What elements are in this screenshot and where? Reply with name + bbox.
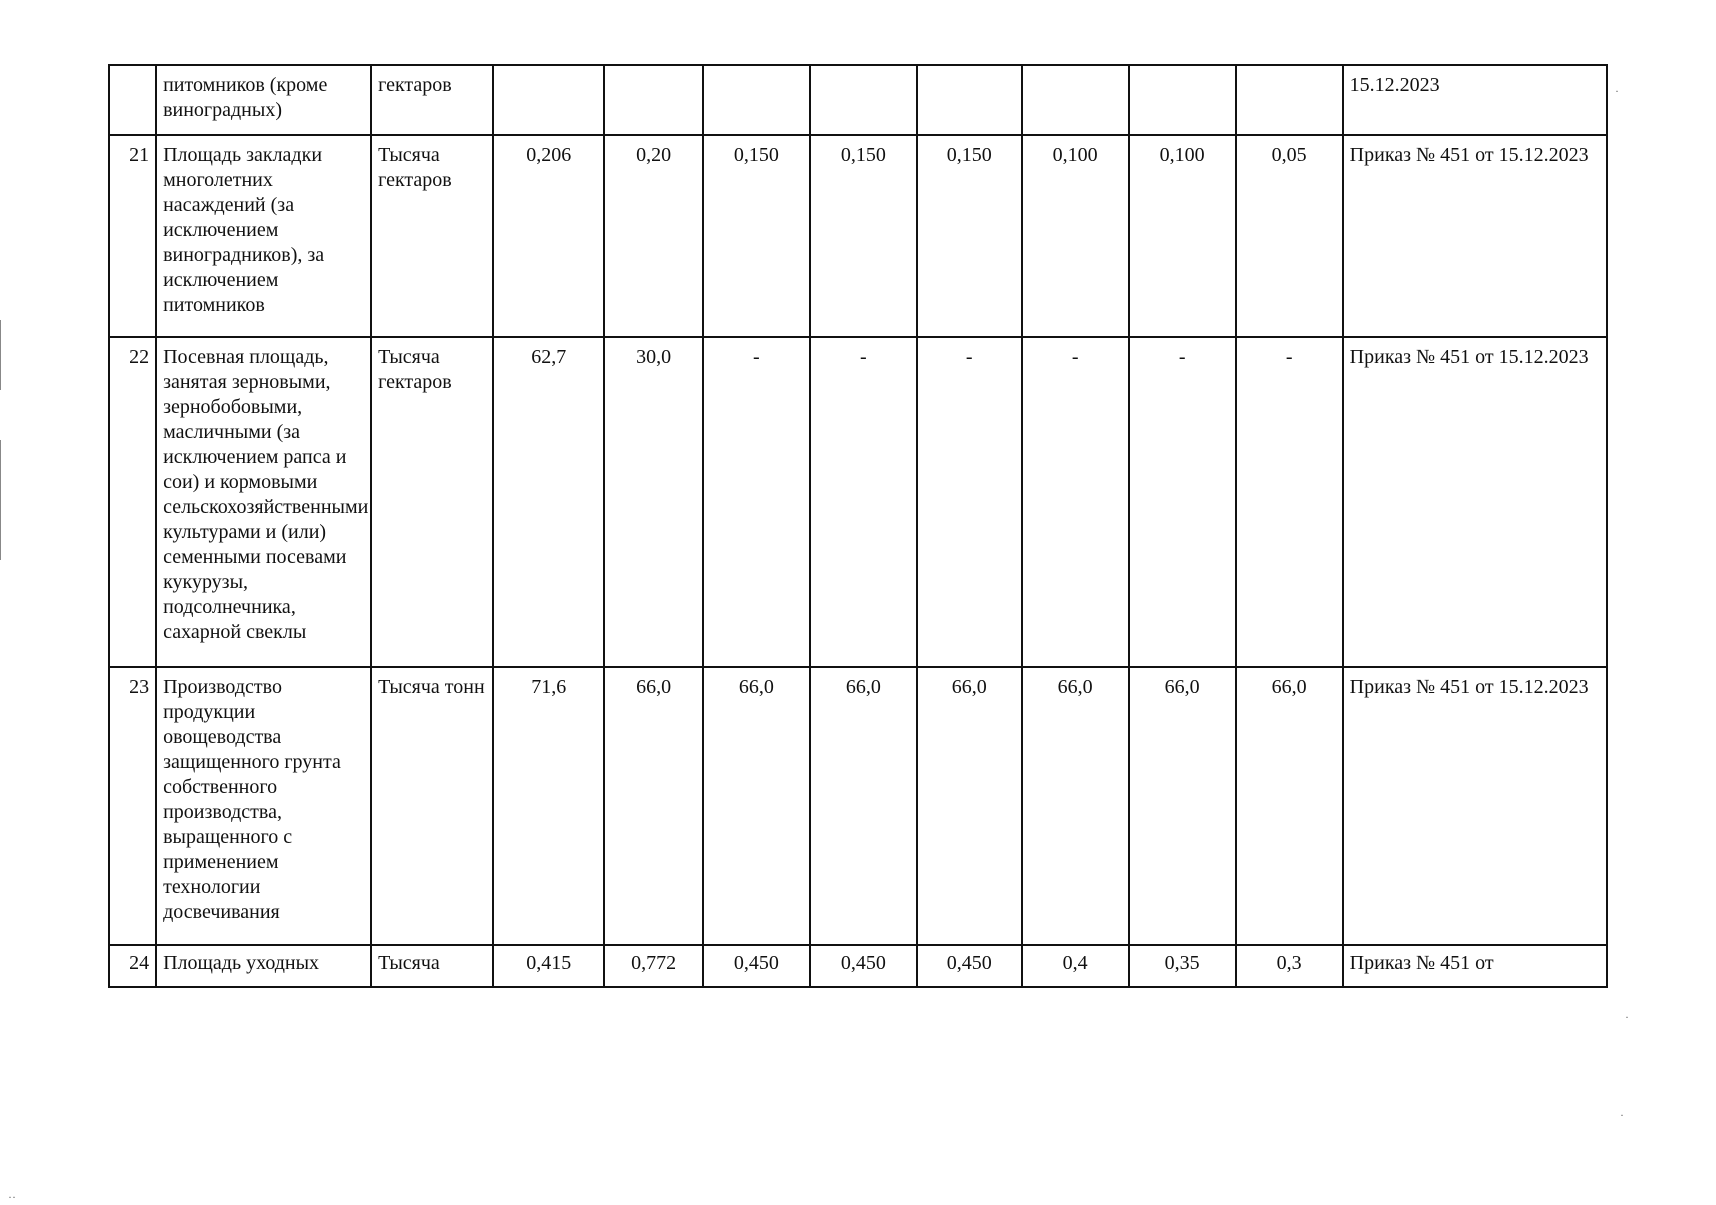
- value-cell: 0,772: [604, 945, 702, 987]
- table-row: [109, 945, 1607, 987]
- value-cell: -: [1129, 337, 1236, 667]
- unit-of-measure: Тысяча: [371, 945, 493, 987]
- value-cell: 66,0: [917, 667, 1022, 945]
- scan-artifact: ·: [1625, 1010, 1629, 1024]
- value-cell: 0,150: [810, 135, 917, 337]
- value-cell: 0,3: [1236, 945, 1343, 987]
- value-cell: 0,20: [604, 135, 702, 337]
- value-cell: 0,100: [1022, 135, 1129, 337]
- row-number: 22: [109, 337, 156, 667]
- unit-of-measure: Тысяча гектаров: [371, 135, 493, 337]
- value-cell: [917, 65, 1022, 135]
- table-row: [109, 337, 1607, 667]
- value-cell: 0,206: [493, 135, 604, 337]
- value-cell: -: [1022, 337, 1129, 667]
- row-number: 24: [109, 945, 156, 987]
- value-cell: 0,415: [493, 945, 604, 987]
- scan-artifact: ·: [1620, 1108, 1624, 1122]
- row-number: [109, 65, 156, 135]
- row-number: 21: [109, 135, 156, 337]
- indicators-table: [108, 64, 1608, 988]
- value-cell: 0,450: [810, 945, 917, 987]
- table-row: [109, 135, 1607, 337]
- indicator-name: Посевная площадь, занятая зерновыми, зернобобовыми, масличными (за исключением рапса и сои) и кормовыми сельскохозяйственными культурами и (или) семенными посевами кукурузы, подсолнечника, сахарной свеклы: [156, 337, 371, 667]
- value-cell: [810, 65, 917, 135]
- value-cell: 0,05: [1236, 135, 1343, 337]
- value-cell: [493, 65, 604, 135]
- row-number: 23: [109, 667, 156, 945]
- scan-artifact: ·: [1615, 84, 1619, 98]
- value-cell: -: [810, 337, 917, 667]
- source-document: Приказ № 451 от: [1343, 945, 1607, 987]
- value-cell: [604, 65, 702, 135]
- value-cell: 0,100: [1129, 135, 1236, 337]
- value-cell: -: [1236, 337, 1343, 667]
- table-row: [109, 65, 1607, 135]
- unit-of-measure: гектаров: [371, 65, 493, 135]
- value-cell: 66,0: [604, 667, 702, 945]
- value-cell: 30,0: [604, 337, 702, 667]
- value-cell: 71,6: [493, 667, 604, 945]
- indicator-name: Площадь закладки многолетних насаждений (за исключением виноградников), за исключением питомников: [156, 135, 371, 337]
- value-cell: 0,150: [917, 135, 1022, 337]
- indicator-name: питомников (кроме виноградных): [156, 65, 371, 135]
- value-cell: [1022, 65, 1129, 135]
- value-cell: 0,4: [1022, 945, 1129, 987]
- value-cell: -: [917, 337, 1022, 667]
- source-document: Приказ № 451 от 15.12.2023: [1343, 135, 1607, 337]
- source-document: Приказ № 451 от 15.12.2023: [1343, 337, 1607, 667]
- value-cell: [1236, 65, 1343, 135]
- value-cell: [703, 65, 810, 135]
- unit-of-measure: Тысяча гектаров: [371, 337, 493, 667]
- value-cell: 66,0: [703, 667, 810, 945]
- value-cell: 62,7: [493, 337, 604, 667]
- table-row: [109, 667, 1607, 945]
- value-cell: 66,0: [1236, 667, 1343, 945]
- value-cell: 0,150: [703, 135, 810, 337]
- value-cell: -: [703, 337, 810, 667]
- value-cell: 0,450: [917, 945, 1022, 987]
- scan-edge-mark: [0, 320, 1, 390]
- source-document: 15.12.2023: [1343, 65, 1607, 135]
- value-cell: [1129, 65, 1236, 135]
- scan-edge-mark: [0, 440, 1, 560]
- source-document: Приказ № 451 от 15.12.2023: [1343, 667, 1607, 945]
- unit-of-measure: Тысяча тонн: [371, 667, 493, 945]
- indicator-name: Площадь уходных: [156, 945, 371, 987]
- indicator-name: Производство продукции овощеводства защищенного грунта собственного производства, выращенного с применением технологии досвечивания: [156, 667, 371, 945]
- value-cell: 66,0: [810, 667, 917, 945]
- value-cell: 0,450: [703, 945, 810, 987]
- value-cell: 0,35: [1129, 945, 1236, 987]
- value-cell: 66,0: [1022, 667, 1129, 945]
- scan-artifact: ··: [8, 1190, 16, 1204]
- value-cell: 66,0: [1129, 667, 1236, 945]
